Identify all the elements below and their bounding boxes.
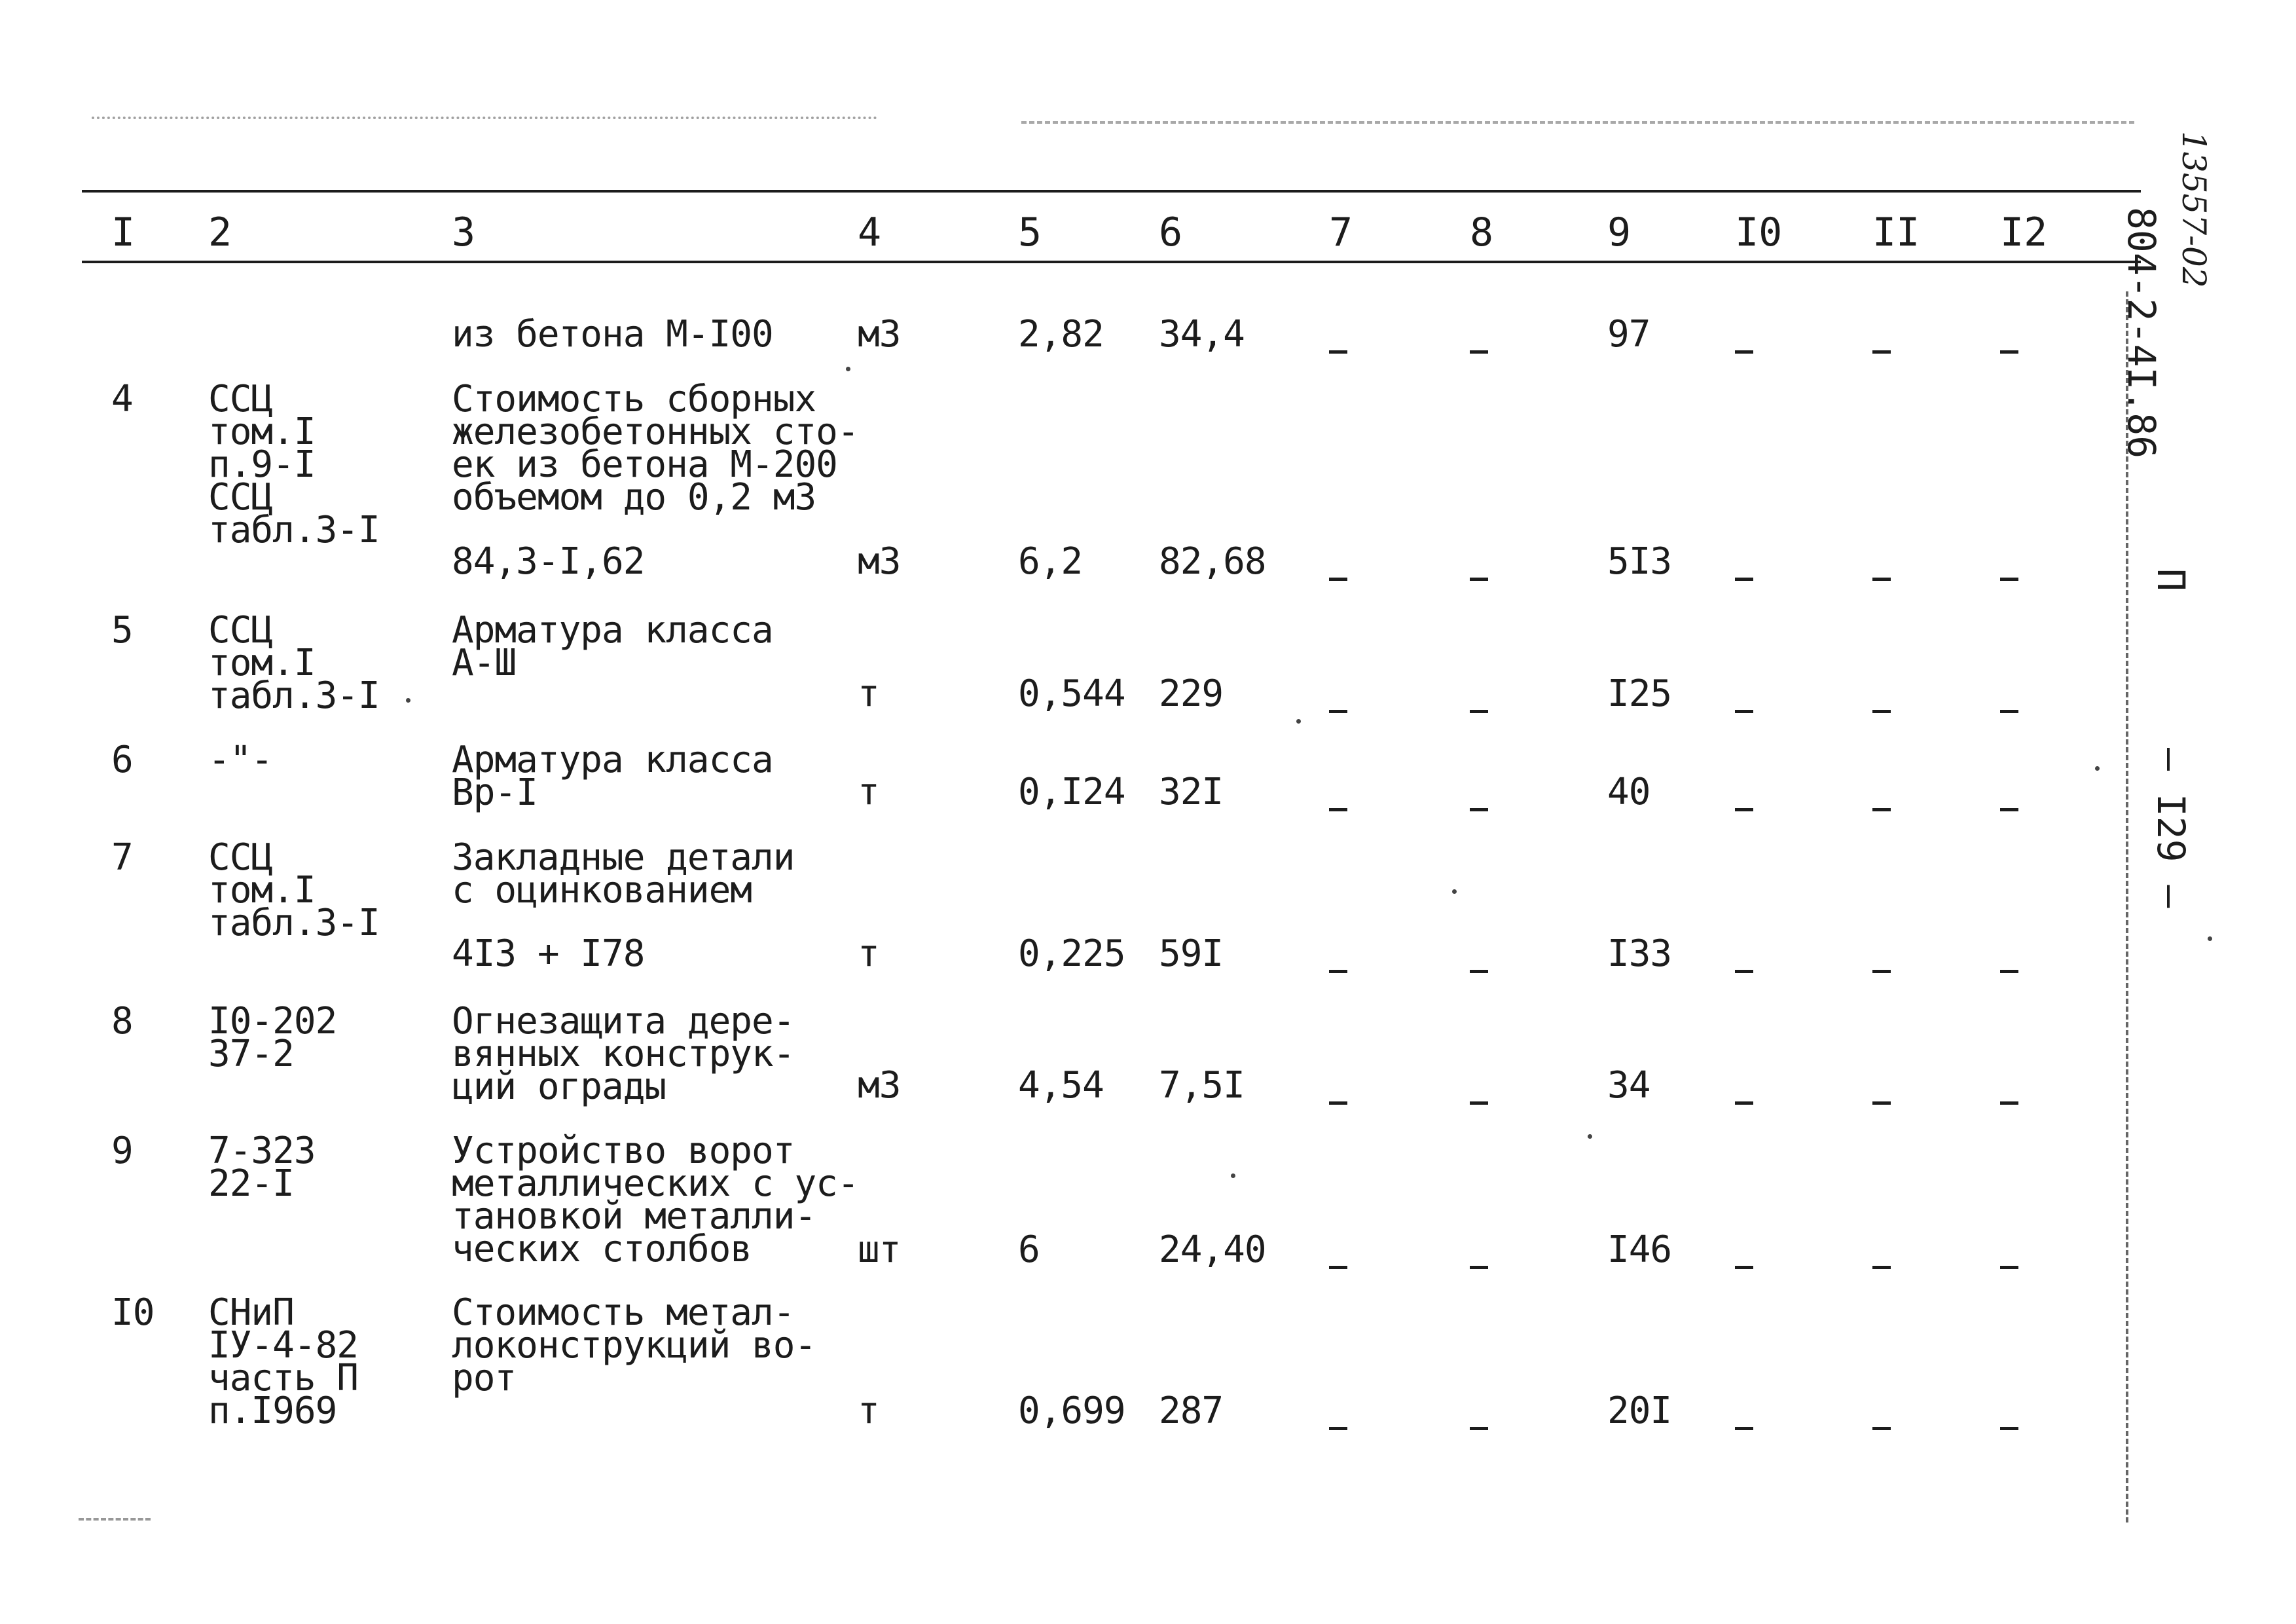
row-col-12 (2000, 561, 2018, 594)
header-col-4: 4 (858, 210, 882, 255)
row-col-10 (1735, 334, 1753, 367)
row-col-12 (2000, 334, 2018, 367)
row-col-8 (1470, 792, 1488, 824)
row-total: I46 (1607, 1228, 1672, 1271)
row-number: 5 (111, 609, 133, 652)
row-total: 5I3 (1607, 540, 1672, 583)
row-description: Огнезащита дере- вянных конструк- ций ограды (452, 1000, 795, 1108)
header-col-11: II (1872, 210, 1920, 255)
row-col-7 (1329, 693, 1347, 726)
row-col-7 (1329, 953, 1347, 986)
scan-dot (406, 698, 410, 703)
doc-number: 804-2-4I.86 (2119, 207, 2164, 459)
row-reference: СНиП IУ-4-82 часть П п.I969 (208, 1291, 359, 1432)
row-col-10 (1735, 953, 1753, 986)
header-col-12: I2 (2000, 210, 2048, 255)
handwritten-number: 13557-02 (2175, 131, 2213, 288)
row-col-8 (1470, 1085, 1488, 1118)
row-subdescription: 4I3 + I78 (452, 932, 645, 975)
row-unit: т (858, 1390, 879, 1432)
row-quantity: 2,82 (1018, 313, 1104, 356)
row-col-7 (1329, 1085, 1347, 1118)
header-col-10: I0 (1735, 210, 1783, 255)
row-description: из бетона М-I00 (452, 313, 773, 356)
scan-dot (1588, 1134, 1592, 1139)
row-description: Стоимость метал- локонструкций во- рот (452, 1291, 816, 1399)
row-col-8 (1470, 953, 1488, 986)
row-unit: м3 (858, 540, 901, 583)
row-col-10 (1735, 792, 1753, 824)
table-top-rule (82, 190, 2141, 193)
row-col-11 (1872, 953, 1891, 986)
row-col-10 (1735, 693, 1753, 726)
row-description: Стоимость сборных железобетонных сто- ек из бетона М-200 объемом до 0,2 м3 (452, 378, 859, 519)
scan-dot (1452, 889, 1457, 894)
row-col-12 (2000, 1085, 2018, 1118)
row-unit-price: 287 (1159, 1390, 1224, 1432)
header-col-6: 6 (1159, 210, 1183, 255)
row-col-10 (1735, 1249, 1753, 1282)
row-unit: м3 (858, 1064, 901, 1107)
row-unit-price: 7,5I (1159, 1064, 1245, 1107)
row-col-8 (1470, 1411, 1488, 1443)
row-unit: т (858, 673, 879, 715)
page-number: – I29 – (2149, 748, 2193, 908)
scan-dot (1231, 1173, 1235, 1178)
row-total: 97 (1607, 313, 1650, 356)
row-quantity: 4,54 (1018, 1064, 1104, 1107)
row-col-12 (2000, 792, 2018, 824)
row-col-8 (1470, 693, 1488, 726)
row-col-11 (1872, 334, 1891, 367)
row-description: Арматура класса А-Ш (452, 609, 773, 684)
row-unit-price: 34,4 (1159, 313, 1245, 356)
row-col-12 (2000, 1249, 2018, 1282)
scan-dot (2208, 936, 2212, 941)
row-unit: т (858, 932, 879, 975)
header-col-7: 7 (1329, 210, 1353, 255)
row-quantity: 0,699 (1018, 1390, 1125, 1432)
row-total: 40 (1607, 771, 1650, 813)
row-unit-price: 229 (1159, 673, 1224, 715)
row-reference: ССЦ том.I табл.3-I (208, 836, 380, 944)
row-total: I25 (1607, 673, 1672, 715)
album-mark: П (2149, 568, 2193, 591)
row-description: Арматура класса Вр-I (452, 739, 773, 814)
scan-artifact-line (92, 117, 877, 119)
row-unit-price: 59I (1159, 932, 1224, 975)
row-quantity: 0,225 (1018, 932, 1125, 975)
row-quantity: 0,544 (1018, 673, 1125, 715)
row-col-7 (1329, 334, 1347, 367)
row-col-8 (1470, 334, 1488, 367)
row-number: 6 (111, 739, 133, 781)
row-quantity: 0,I24 (1018, 771, 1125, 813)
row-col-11 (1872, 561, 1891, 594)
row-number: 7 (111, 836, 133, 879)
row-reference: ССЦ том.I п.9-I ССЦ табл.3-I (208, 378, 380, 551)
row-quantity: 6,2 (1018, 540, 1083, 583)
row-col-8 (1470, 561, 1488, 594)
row-reference: I0-202 37-2 (208, 1000, 337, 1075)
row-col-7 (1329, 792, 1347, 824)
row-col-12 (2000, 953, 2018, 986)
row-col-7 (1329, 1249, 1347, 1282)
row-unit: шт (858, 1228, 901, 1271)
row-reference: ССЦ том.I табл.3-I (208, 609, 380, 717)
scan-dot (1296, 719, 1301, 724)
scan-artifact-line (79, 1518, 151, 1521)
row-unit-price: 82,68 (1159, 540, 1266, 583)
row-total: I33 (1607, 932, 1672, 975)
row-number: 4 (111, 378, 133, 420)
row-description: Устройство ворот металлических с ус- тановкой металли- ческих столбов (452, 1130, 859, 1270)
margin-border (2126, 291, 2128, 1522)
row-number: I0 (111, 1291, 155, 1334)
row-reference: -"- (208, 739, 273, 781)
row-col-11 (1872, 1249, 1891, 1282)
row-col-10 (1735, 1085, 1753, 1118)
row-unit-price: 24,40 (1159, 1228, 1266, 1271)
row-col-11 (1872, 1085, 1891, 1118)
row-col-10 (1735, 1411, 1753, 1443)
row-col-11 (1872, 1411, 1891, 1443)
row-col-10 (1735, 561, 1753, 594)
row-quantity: 6 (1018, 1228, 1040, 1271)
header-col-2: 2 (208, 210, 232, 255)
row-col-7 (1329, 1411, 1347, 1443)
row-number: 9 (111, 1130, 133, 1172)
row-col-7 (1329, 561, 1347, 594)
scan-artifact-line (1021, 121, 2134, 124)
row-reference: 7-323 22-I (208, 1130, 316, 1205)
row-col-8 (1470, 1249, 1488, 1282)
row-unit-price: 32I (1159, 771, 1224, 813)
header-bottom-rule (82, 261, 2141, 263)
header-col-9: 9 (1607, 210, 1631, 255)
header-col-5: 5 (1018, 210, 1042, 255)
row-subdescription: 84,3-I,62 (452, 540, 645, 583)
row-unit: м3 (858, 313, 901, 356)
row-description: Закладные детали с оцинкованием (452, 836, 795, 912)
row-col-12 (2000, 693, 2018, 726)
header-col-3: 3 (452, 210, 476, 255)
row-unit: т (858, 771, 879, 813)
row-number: 8 (111, 1000, 133, 1043)
row-total: 20I (1607, 1390, 1672, 1432)
scan-dot (2095, 766, 2100, 771)
row-col-12 (2000, 1411, 2018, 1443)
row-col-11 (1872, 693, 1891, 726)
scan-dot (846, 367, 850, 371)
row-total: 34 (1607, 1064, 1650, 1107)
header-col-8: 8 (1470, 210, 1494, 255)
header-col-1: I (111, 210, 136, 255)
row-col-11 (1872, 792, 1891, 824)
